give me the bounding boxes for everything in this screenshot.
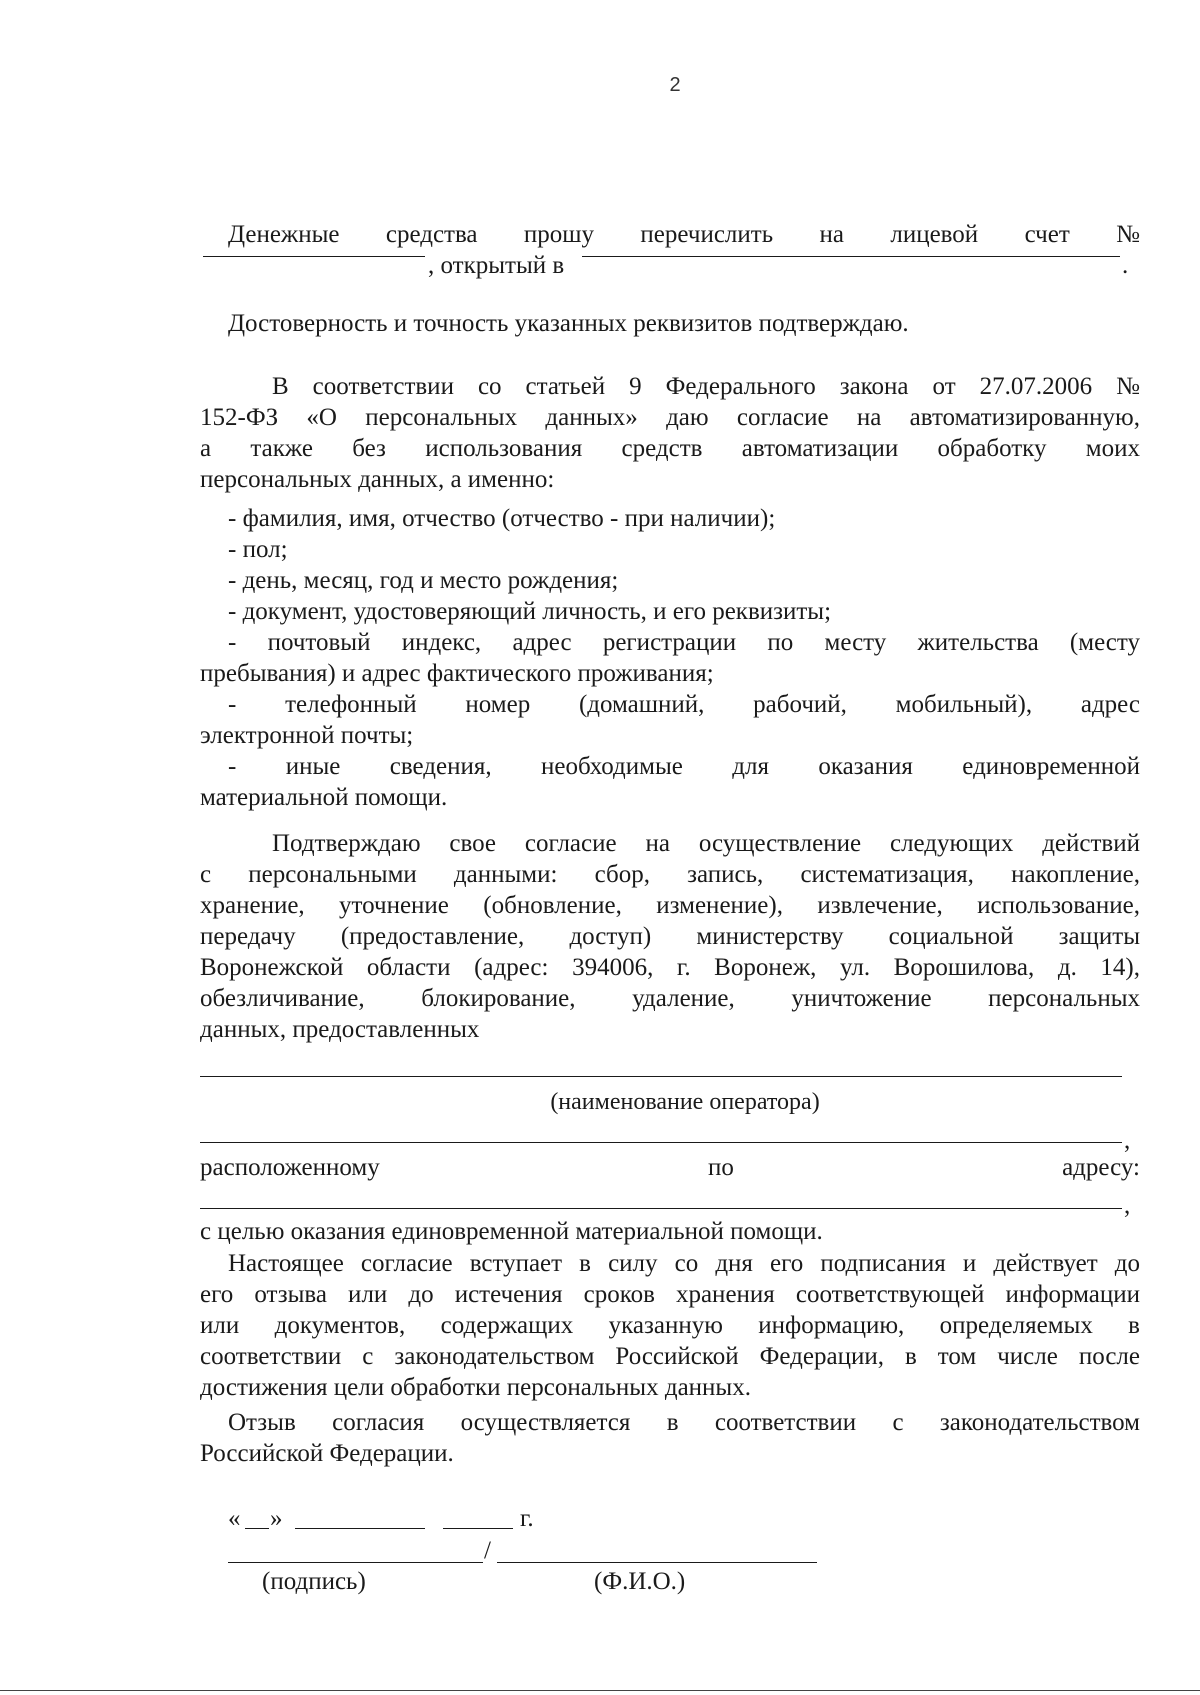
by-word: по bbox=[707, 1154, 734, 1181]
date-open-quote: « bbox=[228, 1505, 241, 1532]
purpose-text: с целью оказания единовременной материальной помощи. bbox=[200, 1218, 823, 1245]
validity-line-1: Настоящее согласие вступает в силу со дня его подписания и действует до bbox=[228, 1250, 1140, 1277]
consent-line-3: а также без использования средств автоматизации обработку моих bbox=[200, 435, 1140, 462]
item-address-line-2: пребывания) и адрес фактического проживания; bbox=[200, 660, 714, 687]
transfer-paragraph bbox=[200, 219, 1140, 250]
day-blank bbox=[245, 1528, 269, 1529]
actions-line-3: хранение, уточнение (обновление, изменение), извлечение, использование, bbox=[200, 892, 1140, 919]
date-close-quote: » bbox=[270, 1505, 283, 1532]
item-phone-line-2: электронной почты; bbox=[200, 722, 414, 749]
data-items-list bbox=[200, 503, 1140, 813]
item-phone-line-1: - телефонный номер (домашний, рабочий, мобильный), адрес bbox=[228, 691, 1140, 718]
item-other-line-2: материальной помощи. bbox=[200, 784, 448, 811]
item-document: - документ, удостоверяющий личность, и его реквизиты; bbox=[228, 598, 832, 625]
consent-intro bbox=[200, 371, 1140, 495]
revocation-paragraph bbox=[200, 1407, 1140, 1469]
consent-line-4: персональных данных, а именно: bbox=[200, 466, 555, 493]
actions-line-1: Подтверждаю свое согласие на осуществление следующих действий bbox=[272, 830, 1140, 857]
consent-line-2: 152-ФЗ «О персональных данных» даю согласие на автоматизированную, bbox=[200, 404, 1140, 431]
item-fio: - фамилия, имя, отчество (отчество - при наличии); bbox=[228, 505, 776, 532]
validity-line-2: его отзыва или до истечения сроков хранения соответствующей информации bbox=[200, 1281, 1140, 1308]
signature-slash: / bbox=[484, 1537, 491, 1564]
account-number-blank bbox=[203, 256, 425, 257]
operator-continuation-blank bbox=[200, 1142, 1122, 1143]
actions-line-6: обезличивание, блокирование, удаление, уничтожение персональных bbox=[200, 985, 1140, 1012]
item-sex: - пол; bbox=[228, 536, 288, 563]
fio-blank bbox=[497, 1562, 817, 1563]
located-word: расположенному bbox=[200, 1154, 380, 1181]
signature-blank bbox=[228, 1562, 483, 1563]
comma-1: , bbox=[1124, 1127, 1131, 1154]
operator-caption: (наименование оператора) bbox=[550, 1089, 820, 1115]
signature-caption: (подпись) bbox=[262, 1568, 366, 1595]
actions-line-4: передачу (предоставление, доступ) министерству социальной защиты bbox=[200, 923, 1140, 950]
transfer-line-1: Денежные средства прошу перечислить на лицевой счет № bbox=[228, 221, 1140, 248]
item-address-line-1: - почтовый индекс, адрес регистрации по месту жительства (месту bbox=[228, 629, 1140, 656]
fio-caption: (Ф.И.О.) bbox=[594, 1568, 686, 1595]
actions-line-7: данных, предоставленных bbox=[200, 1016, 480, 1043]
comma-2: , bbox=[1124, 1192, 1131, 1219]
year-suffix: г. bbox=[520, 1505, 534, 1532]
opened-in-label: , открытый в bbox=[428, 252, 565, 279]
address-word: адресу: bbox=[1062, 1154, 1140, 1181]
period-mark: . bbox=[1122, 252, 1129, 279]
actions-line-2: с персональными данными: сбор, запись, систематизация, накопление, bbox=[200, 861, 1140, 888]
page-number: 2 bbox=[669, 74, 681, 96]
actions-paragraph bbox=[200, 828, 1140, 1045]
actions-line-5: Воронежской области (адрес: 394006, г. Воронеж, ул. Ворошилова, д. 14), bbox=[200, 954, 1140, 981]
month-blank bbox=[295, 1528, 425, 1529]
located-row bbox=[200, 1152, 1140, 1183]
year-blank bbox=[443, 1528, 513, 1529]
operator-name-blank bbox=[200, 1076, 1122, 1077]
item-other-line-1: - иные сведения, необходимые для оказания единовременной bbox=[228, 753, 1140, 780]
validity-paragraph bbox=[200, 1248, 1140, 1403]
bank-name-blank bbox=[582, 256, 1120, 257]
validity-line-4: соответствии с законодательством Российской Федерации, в том числе после bbox=[200, 1343, 1140, 1370]
page-bottom-edge bbox=[0, 1690, 1200, 1691]
item-birth: - день, месяц, год и место рождения; bbox=[228, 567, 619, 594]
revocation-line-1: Отзыв согласия осуществляется в соответствии с законодательством bbox=[228, 1409, 1140, 1436]
validity-line-3: или документов, содержащих указанную информацию, определяемых в bbox=[200, 1312, 1140, 1339]
confirm-text: Достоверность и точность указанных реквизитов подтверждаю. bbox=[228, 310, 909, 337]
consent-line-1: В соответствии со статьей 9 Федерального закона от 27.07.2006 № bbox=[272, 373, 1140, 400]
revocation-line-2: Российской Федерации. bbox=[200, 1440, 454, 1467]
validity-line-5: достижения цели обработки персональных данных. bbox=[200, 1374, 751, 1401]
address-blank bbox=[200, 1208, 1122, 1209]
